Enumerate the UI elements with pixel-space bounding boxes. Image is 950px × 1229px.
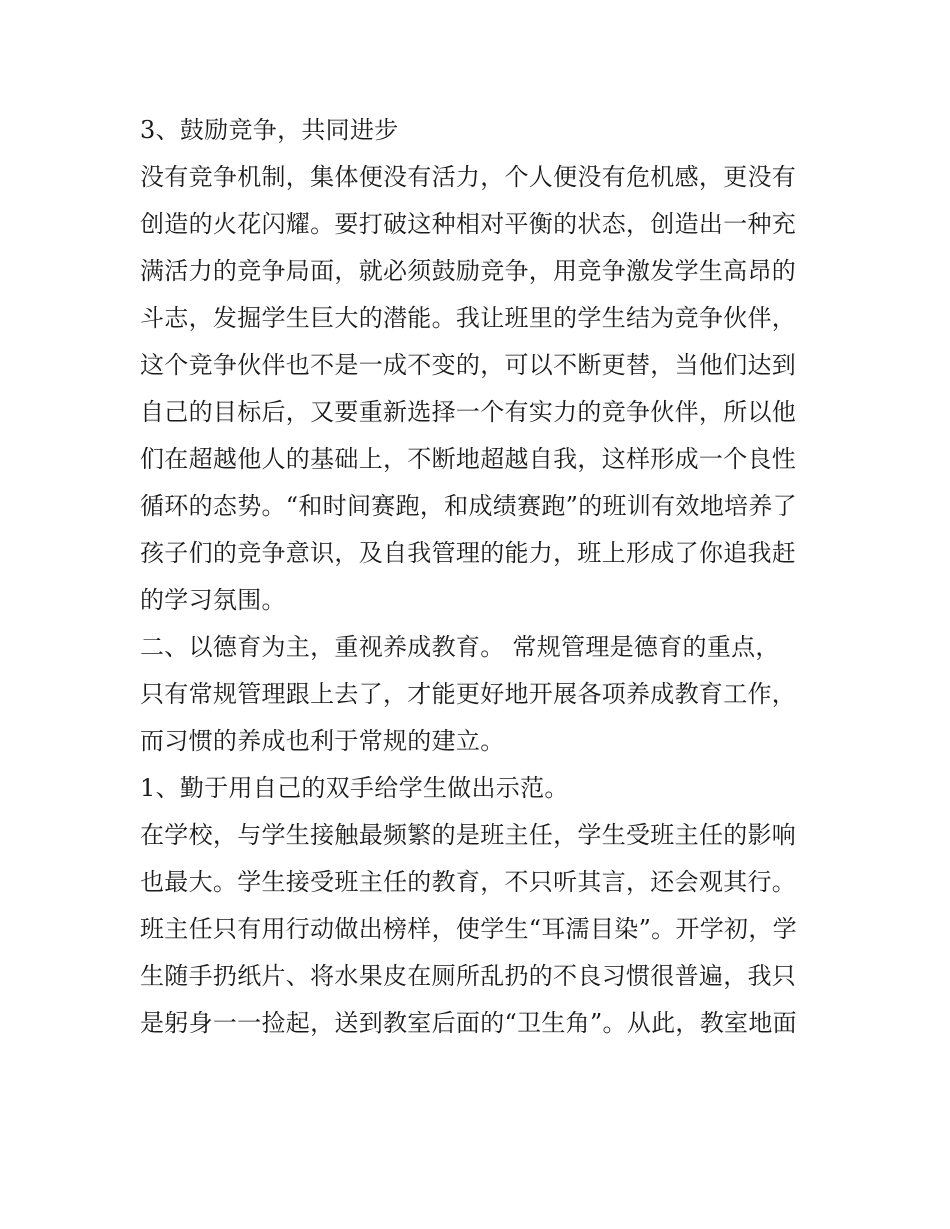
paragraph-line: 自己的目标后，又要重新选择一个有实力的竞争伙伴，所以他 (140, 398, 797, 426)
document-body (140, 107, 820, 1047)
paragraph-line: 循环的态势。“和时间赛跑，和成绩赛跑”的班训有效地培养了 (140, 492, 797, 520)
paragraph-line: 班主任只有用行动做出榜样，使学生“耳濡目染”。开学初，学 (140, 915, 797, 943)
paragraph-line: 孩子们的竞争意识，及自我管理的能力，班上形成了你追我赶 (140, 539, 797, 567)
paragraph-line: 斗志，发掘学生巨大的潜能。我让班里的学生结为竞争伙伴， (140, 304, 797, 332)
paragraph-line: 这个竞争伙伴也不是一成不变的，可以不断更替，当他们达到 (140, 351, 797, 379)
paragraph-line: 生随手扔纸片、将水果皮在厕所乱扔的不良习惯很普遍，我只 (140, 962, 797, 990)
paragraph-line: 也最大。学生接受班主任的教育，不只听其言，还会观其行。 (140, 868, 797, 896)
paragraph-line: 只有常规管理跟上去了，才能更好地开展各项养成教育工作， (140, 680, 797, 708)
section-heading-1: 1、勤于用自己的双手给学生做出示范。 (140, 774, 569, 802)
section-heading-2: 二、以德育为主，重视养成教育。 常规管理是德育的重点， (140, 633, 780, 661)
paragraph-line: 创造的火花闪耀。要打破这种相对平衡的状态，创造出一种充 (140, 210, 797, 238)
paragraph-line: 在学校，与学生接触最频繁的是班主任，学生受班主任的影响 (140, 821, 797, 849)
paragraph-line: 满活力的竞争局面，就必须鼓励竞争，用竞争激发学生高昂的 (140, 257, 797, 285)
paragraph-line: 没有竞争机制，集体便没有活力，个人便没有危机感，更没有 (140, 163, 797, 191)
paragraph-line: 是躬身一一捡起，送到教室后面的“卫生角”。从此，教室地面 (140, 1009, 797, 1037)
paragraph-line: 们在超越他人的基础上，不断地超越自我，这样形成一个良性 (140, 445, 797, 473)
paragraph-line: 而习惯的养成也利于常规的建立。 (140, 727, 505, 755)
section-heading-3: 3、鼓励竞争，共同进步 (140, 116, 399, 144)
paragraph-line: 的学习氛围。 (140, 586, 286, 614)
